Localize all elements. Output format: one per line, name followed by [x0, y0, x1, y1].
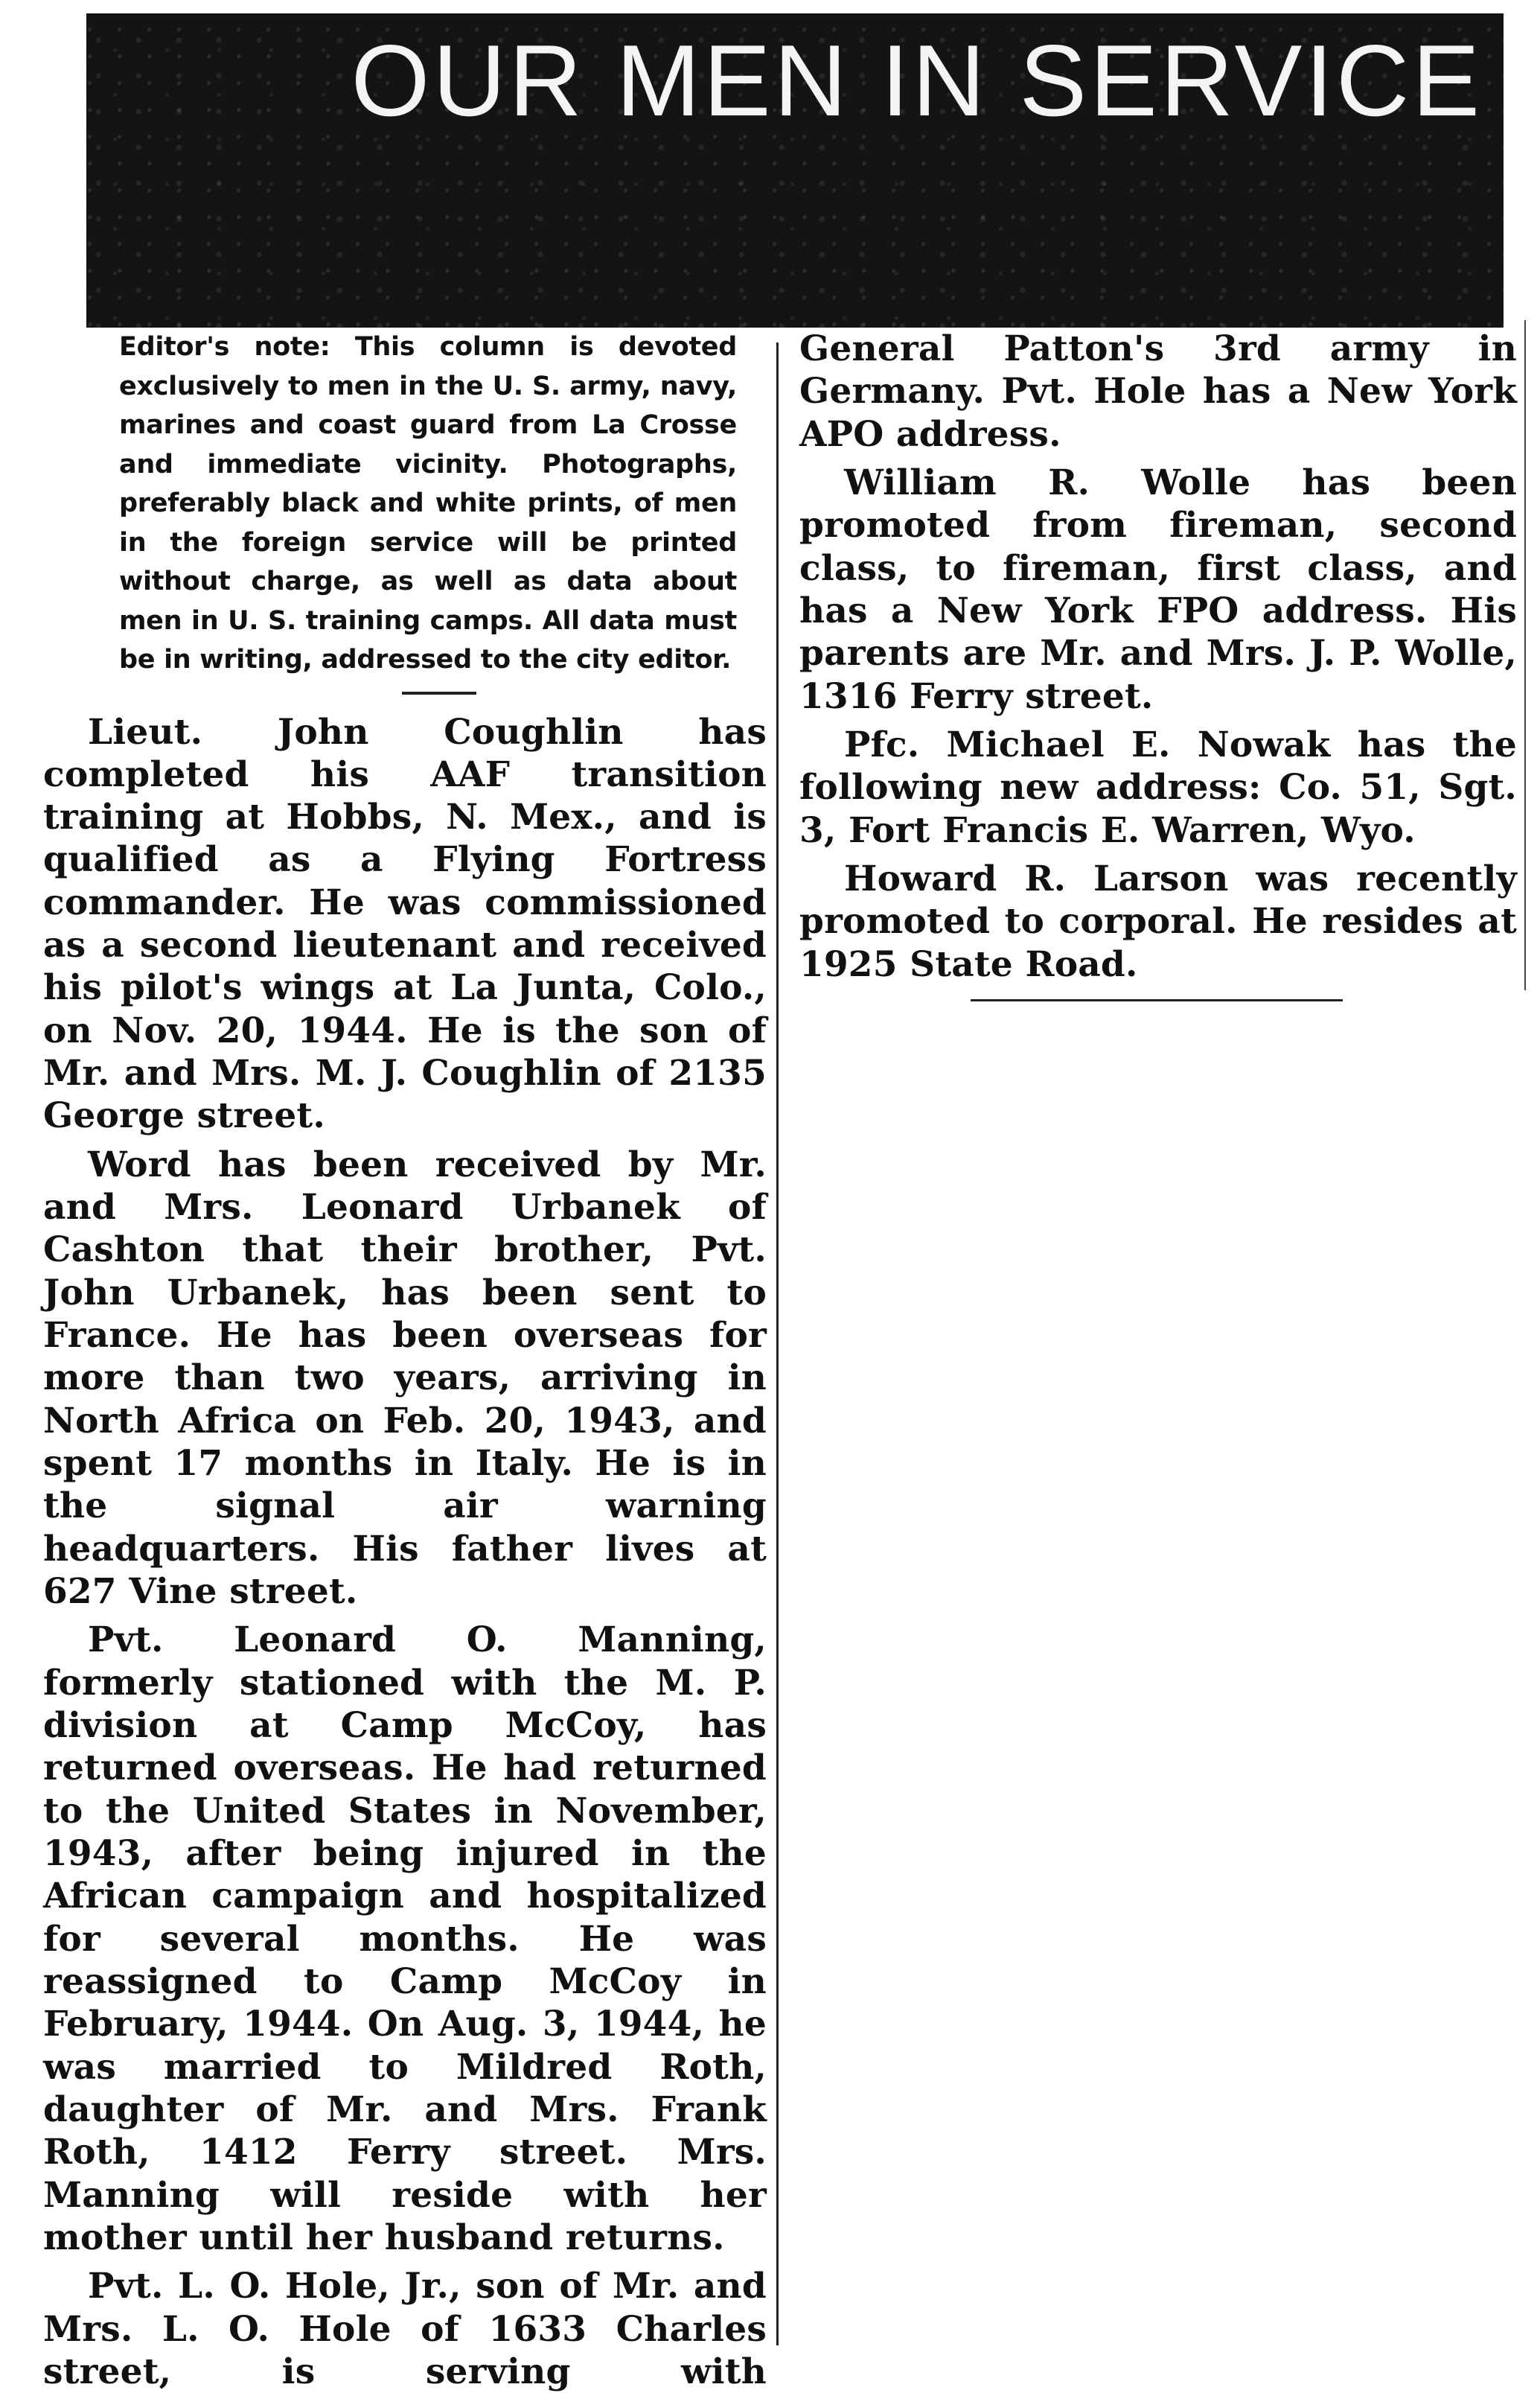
column-title: OUR MEN IN SERVICE — [351, 24, 1483, 137]
article-paragraph: Pfc. Michael E. Nowak has the following new address: Co. 51, Sgt. 3, Fort Francis E. Warren, Wyo. — [799, 724, 1517, 851]
article-paragraph-continued: General Patton's 3rd army in Germany. Pvt. Hole has a New York APO address. — [799, 328, 1517, 455]
article-paragraph: Lieut. John Coughlin has completed his AAF transition training at Hobbs, N. Mex., and is qualified as a Flying Fortress commander. He was commissioned as a second lieutenant and received his pilot's wings at La Junta, Colo., on Nov. 20, 1944. He is the son of Mr. and Mrs. M. J. Coughlin of 2135 George street. — [43, 711, 767, 1137]
article-paragraph: William R. Wolle has been promoted from fireman, second class, to fireman, first class, and has a New York FPO address. His parents are Mr. and Mrs. J. P. Wolle, 1316 Ferry street. — [799, 462, 1517, 717]
editors-note: Editor's note: This column is devoted exclusively to men in the U. S. army, navy, marines and coast guard from La Crosse and immediate vicinity. Photographs, preferably black and white prints, of men in the foreign service will be printed without charge, as well as data about men in U. S. training camps. All data must be in writing, addressed to the city editor. — [119, 332, 737, 675]
article-paragraph: Word has been received by Mr. and Mrs. Leonard Urbanek of Cashton that their brother, Pvt. John Urbanek, has been sent to France. He has been overseas for more than two years, arriving in North Africa on Feb. 20, 1943, and spent 17 months in Italy. He is in the signal air warning headquarters. His father lives at 627 Vine street. — [43, 1144, 767, 1613]
right-column — [790, 328, 1520, 1001]
right-edge-rule — [1524, 320, 1526, 990]
masthead-banner — [86, 13, 1504, 328]
article-paragraph: Pvt. Leonard O. Manning, formerly stationed with the M. P. division at Camp McCoy, has returned overseas. He had returned to the United States in November, 1943, after being injured in the African campaign and hospitalized for several months. He was reassigned to Camp McCoy in February, 1944. On Aug. 3, 1944, he was married to Mildred Roth, daughter of Mr. and Mrs. Frank Roth, 1412 Ferry street. Mrs. Manning will reside with her mother until her husband returns. — [43, 1619, 767, 2258]
note-separator — [402, 692, 476, 695]
column-divider — [776, 342, 779, 2345]
article-paragraph: Howard R. Larson was recently promoted to corporal. He resides at 1925 State Road. — [799, 858, 1517, 985]
article-paragraph: Pvt. L. O. Hole, Jr., son of Mr. and Mrs. L. O. Hole of 1633 Charles street, is serving with — [43, 2266, 767, 2392]
left-column — [37, 328, 767, 2393]
end-of-column-rule — [971, 999, 1343, 1001]
